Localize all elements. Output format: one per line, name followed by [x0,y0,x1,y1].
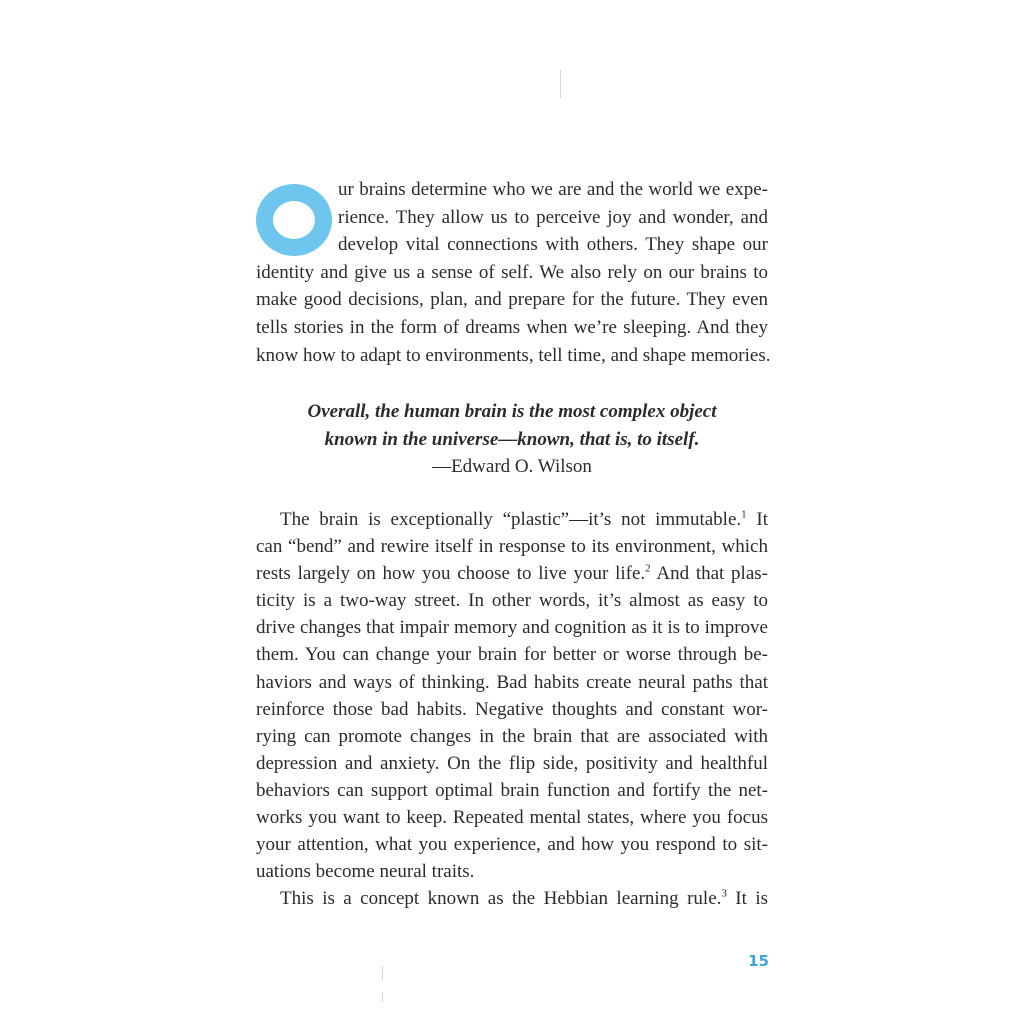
body-line: works you want to keep. Repeated mental states, where you focus [256,807,768,829]
body-line [256,885,768,912]
intro-line: develop vital connections with others. They shape our [338,234,768,256]
body-line-text: The brain is exceptionally “plastic”—it’s not immutable. [280,509,742,530]
body-line: ticity is a two-way street. In other words, it’s almost as easy to [256,590,768,612]
scan-mark [382,966,383,980]
body-line: uations become neural traits. [256,861,475,883]
intro-line: make good decisions, plan, and prepare for the future. They even [256,289,768,311]
intro-paragraph [256,176,771,369]
body-line: them. You can change your brain for better or worse through be- [256,644,768,666]
footnote-ref: 3 [721,887,727,900]
body-line-text: rests largely on how you choose to live your life. [256,563,646,585]
body-line: can “bend” and rewire itself in response to its environment, which [256,536,768,558]
footnote-ref: 1 [741,508,747,521]
body-text [256,506,768,912]
page-number: 15 [748,952,769,970]
scan-mark [560,70,561,98]
body-line-text: It [746,509,768,530]
intro-line: identity and give us a sense of self. We also rely on our brains to [256,261,768,283]
intro-line: rience. They allow us to perceive joy and wonder, and [338,206,768,228]
body-line: reinforce those bad habits. Negative thoughts and constant wor- [256,698,768,720]
intro-line: ur brains determine who we are and the world we expe- [338,179,768,200]
body-line: rying can promote changes in the brain that are associated with [256,725,768,747]
body-line-text: It is [726,888,769,910]
epigraph-quote [256,398,768,481]
body-line: depression and anxiety. On the flip side, positivity and healthful [256,752,768,774]
body-line-text: This is a concept known as the Hebbian learning rule. [280,888,722,910]
body-line [256,506,768,533]
intro-line: tells stories in the form of dreams when we’re sleeping. And they [256,316,768,338]
body-line: haviors and ways of thinking. Bad habits create neural paths that [256,671,768,693]
body-line: drive changes that impair memory and cognition as it is to improve [256,617,768,639]
footnote-ref: 2 [645,562,651,575]
intro-line: know how to adapt to environments, tell time, and shape memories. [256,344,771,366]
body-line [256,560,768,587]
body-line-text: And that plas- [650,563,768,585]
scan-mark [382,992,383,1002]
quote-line: Overall, the human brain is the most complex object [307,401,717,422]
quote-line: known in the universe—known, that is, to itself. [324,428,700,450]
body-line: your attention, what you experience, and how you respond to sit- [256,834,768,856]
body-line: behaviors can support optimal brain function and fortify the net- [256,779,768,801]
quote-attribution: —Edward O. Wilson [432,456,592,478]
